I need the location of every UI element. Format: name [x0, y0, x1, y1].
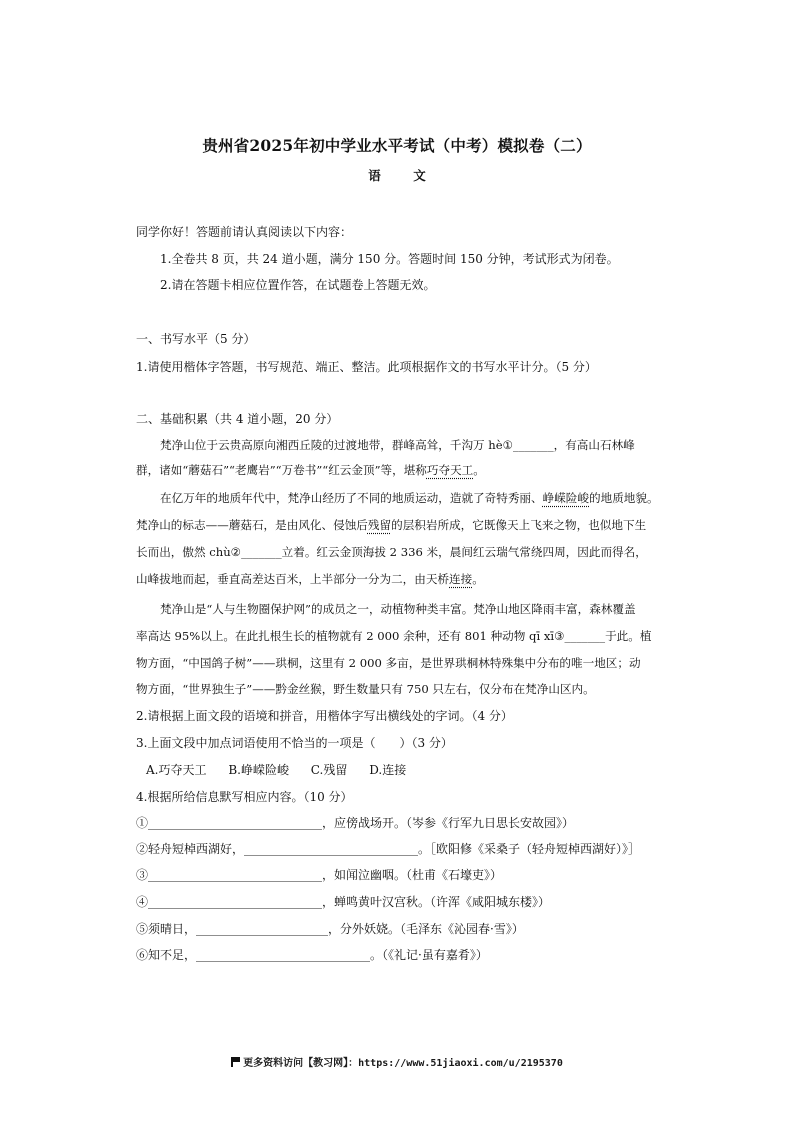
- option-d: D.连接: [369, 763, 407, 777]
- passage-line: 群，诸如“蘑菇石”“老鹰岩”“万卷书”“红云金顶”等，堪称巧夺天工。: [136, 463, 485, 477]
- dictation-item: ②轻舟短棹西湖好，_____________________________。［欧阳修《采桑子（轻舟短棹西湖好）》］: [136, 842, 641, 856]
- option-c: C.残留: [310, 763, 348, 777]
- intro-rule-1: 1.全卷共 8 页，共 24 道小题，满分 150 分。答题时间 150 分钟，考试形式为闭卷。: [160, 252, 619, 266]
- passage-line: 山峰拔地而起，垂直高差达百米，上半部分一分为二，由天桥连接。: [136, 572, 484, 586]
- dotted-word: 连接: [449, 572, 473, 586]
- question-4: 4.根据所给信息默写相应内容。（10 分）: [136, 790, 353, 804]
- passage-line: 梵净山是“人与生物圈保护网”的成员之一，动植物种类丰富。梵净山地区降雨丰富，森林覆盖: [160, 602, 636, 616]
- exam-title: 贵州省2025年初中学业水平考试（中考）模拟卷（二）: [202, 136, 592, 155]
- option-b: B.峥嵘险峻: [228, 763, 289, 777]
- dotted-word: 峥嵘险峻: [542, 491, 589, 505]
- dictation-item: ⑤须晴日，______________________，分外妖娆。（毛泽东《沁园春·雪》）: [136, 922, 524, 936]
- passage-line: 长而出，傲然 chù②_______立着。红云金顶海拔 2 336 米，晨间红云瑞气常绕四周，因此而得名，: [136, 545, 647, 559]
- passage-line: 梵净山的标志——蘑菇石，是由风化、侵蚀后残留的层积岩所成，它既像天上飞来之物，也似地下生: [136, 518, 647, 532]
- option-a: A.巧夺天工: [146, 763, 207, 777]
- dictation-item: ⑥知不足，_____________________________。（《礼记·虽有嘉肴》）: [136, 948, 488, 962]
- passage-line: 率高达 95%以上。在此扎根生长的植物就有 2 000 余种，还有 801 种动物 qī xī③_______于此。植: [136, 629, 652, 643]
- question-3: 3.上面文段中加点词语使用不恰当的一项是（ ）（3 分）: [136, 736, 453, 750]
- dictation-item: ③_____________________________，如闻泣幽咽。（杜甫《石壕吏》）: [136, 868, 503, 882]
- question-2: 2.请根据上面文段的语境和拼音，用楷体字写出横线处的字词。（4 分）: [136, 709, 513, 723]
- intro-rule-2: 2.请在答题卡相应位置作答，在试题卷上答题无效。: [160, 278, 436, 292]
- question-1: 1.请使用楷体字答题，书写规范、端正、整洁。此项根据作文的书写水平计分。（5 分）: [136, 360, 597, 374]
- section-1-heading: 一、书写水平（5 分）: [136, 332, 256, 346]
- passage-line: 梵净山位于云贵高原向湘西丘陵的过渡地带，群峰高耸，千沟万 hè①_______，有高山石林峰: [160, 438, 635, 452]
- section-2-heading: 二、基础积累（共 4 道小题，20 分）: [136, 412, 339, 426]
- flag-icon: [231, 1057, 240, 1067]
- passage-line: 在亿万年的地质年代中，梵净山经历了不同的地质运动，造就了奇特秀丽、峥嵘险峻的地质地貌。: [160, 491, 659, 505]
- intro-greeting: 同学你好！答题前请认真阅读以下内容：: [136, 225, 353, 239]
- footer-link[interactable]: [0, 1054, 794, 1069]
- passage-line: 物方面，“世界独生子”——黔金丝猴，野生数量只有 750 只左右，仅分布在梵净山区内。: [136, 682, 595, 696]
- dictation-item: ①_____________________________，应傍战场开。（岑参《行军九日思长安故园》）: [136, 816, 575, 830]
- passage-line: 物方面，“中国鸽子树”——珙桐，这里有 2 000 多亩，是世界珙桐林特殊集中分布的唯一地区；动: [136, 656, 641, 670]
- dotted-word: 巧夺天工: [426, 463, 474, 477]
- question-3-options: [146, 761, 406, 778]
- footer-text: 更多资料访问【教习网】：https://www.51jiaoxi.com/u/2195370: [243, 1058, 563, 1069]
- subject-label: 语 文: [368, 168, 436, 183]
- dotted-word: 残留: [367, 518, 392, 532]
- dictation-item: ④_____________________________，蝉鸣黄叶汉宫秋。（许浑《咸阳城东楼》）: [136, 895, 551, 909]
